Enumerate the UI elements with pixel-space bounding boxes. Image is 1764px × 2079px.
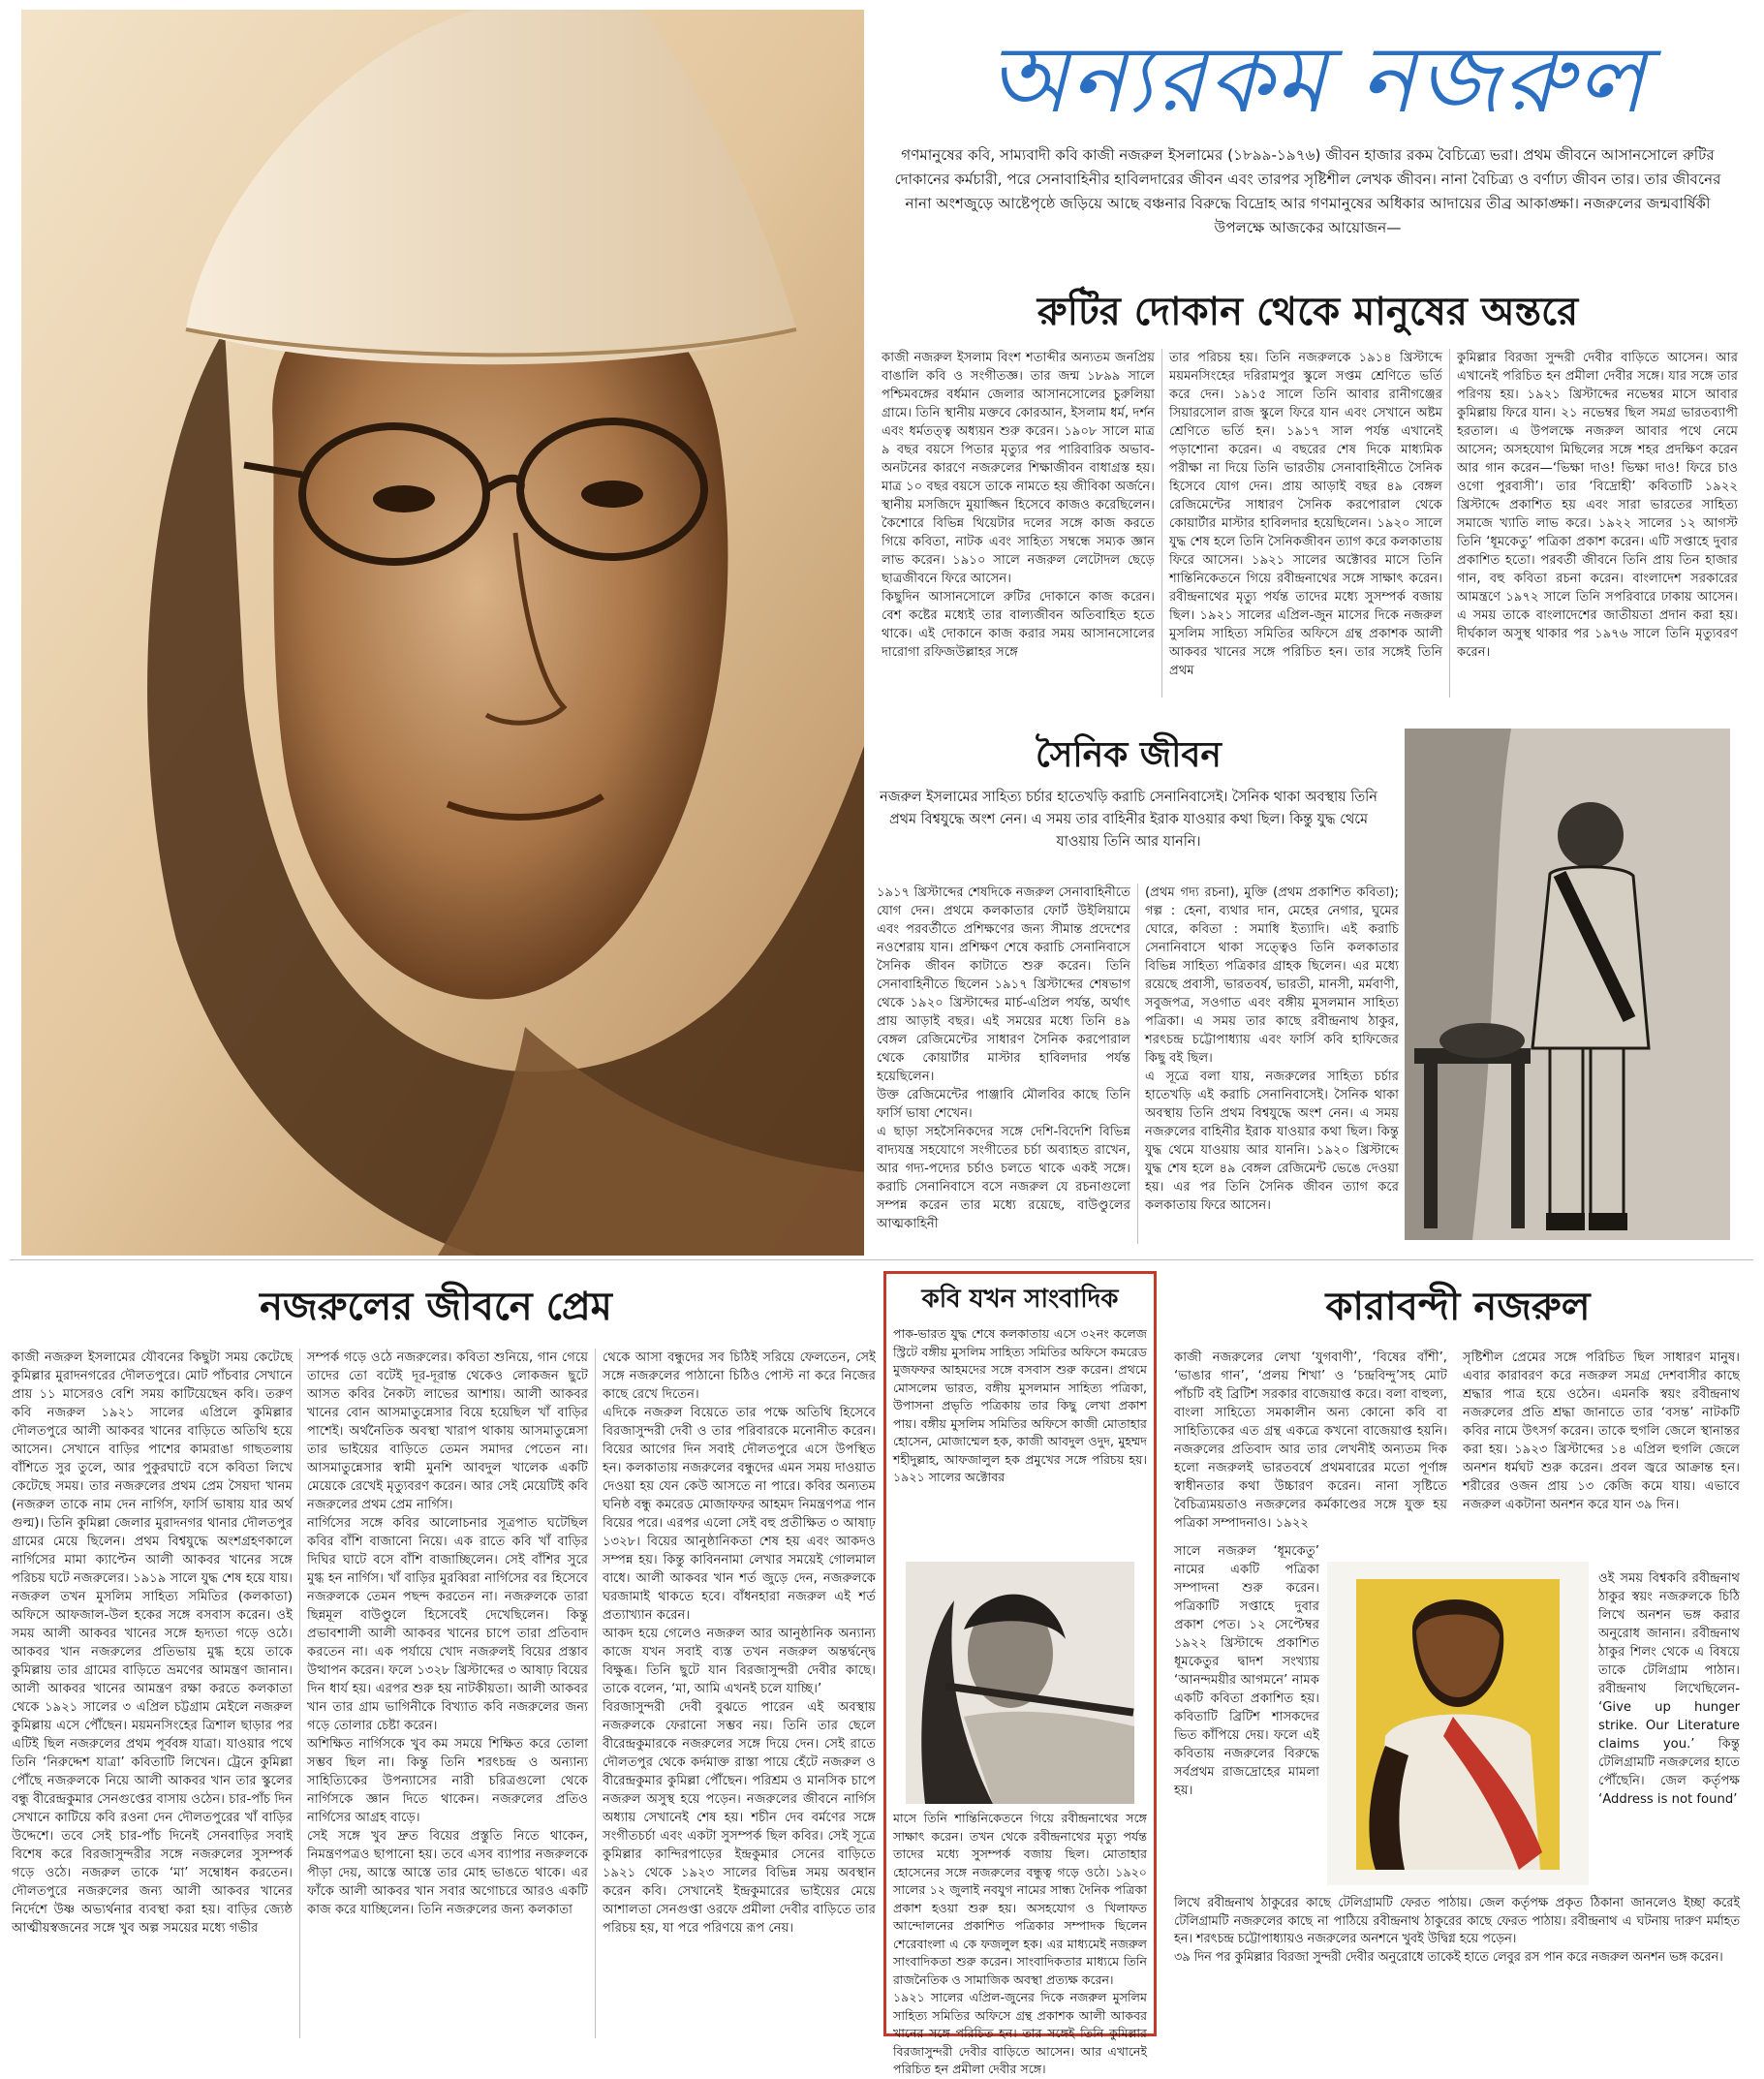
section3-heading: নজরুলের জীবনে প্রেম	[260, 1285, 612, 1329]
section1-col1: কাজী নজরুল ইসলাম বিংশ শতাব্দীর অন্যতম জনপ্রিয় বাঙালি কবি ও সংগীতজ্ঞ। তার জন্ম ১৮৯৯ সালে পশ্চিমবঙ্গের বর্ধমান জেলার আসানসোলের চুরুলিয়া গ্রামে। তিনি স্থানীয় মক্তবে কোরআন, ইসলাম ধর্ম, দর্শন এবং ধর্মতত্ত্ব অধ্যয়ন শুরু করেন। ১৯০৮ সালে মাত্র ৯ বছর বয়সে পিতার মৃত্যুর পর পারিবারিক অভাব-অনটনের কারণে নজরুলের শিক্ষাজীবন বাধাগ্রস্ত হয়। মাত্র ১০ বছর বয়সে তাকে নামতে হয় জীবিকা অর্জনে। স্থানীয় মসজিদে মুয়াজ্জিন হিসেবে কাজও করেছিলেন। কৈশোরে বিভিন্ন থিয়েটার দলের সঙ্গে কাজ করতে গিয়ে কবিতা, নাটক এবং সাহিত্য সম্বন্ধে সম্যক জ্ঞান লাভ করেন। ১৯১০ সালে নজরুল লেটোদল ছেড়ে ছাত্রজীবনে ফিরে আসেন। কিছুদিন আসানসোলে রুটির দোকানে কাজ করেন। বেশ কষ্টের মধ্যেই তার বাল্যজীবন অতিবাহিত হতে থাকে। এই দোকানে কাজ করার সময় আসানসোলের দারোগা রফিজউল্লাহর সঙ্গে	[882, 351, 1155, 660]
section4-bottom: মাসে তিনি শান্তিনিকেতনে গিয়ে রবীন্দ্রনাথের সঙ্গে সাক্ষাৎ করেন। তখন থেকে রবীন্দ্রনাথের মৃত্যু পর্যন্ত তাদের মধ্যে সুসম্পর্ক বজায় ছিল। মোতাহার হোসেনের সঙ্গে নজরুলের বন্ধুত্ব গড়ে ওঠে। ১৯২০ সালের ১২ জুলাই নবযুগ নামের সান্ধ্য দৈনিক পত্রিকা প্রকাশ হওয়া শুরু হয়। অসহযোগ ও খিলাফত আন্দোলনের প্রকাশিত পত্রিকার সম্পাদক ছিলেন শেরেবাংলা এ কে ফজলুল হক। এর মাধ্যমেই নজরুল সাংবাদিকতা শুরু করেন। সাংবাদিকতার মাধ্যমে তিনি রাজনৈতিক ও সামাজিক অবস্থা প্রত্যক্ষ করেন। ১৯২১ সালের এপ্রিল-জুনের দিকে নজরুল মুসলিম সাহিত্য সমিতির অফিসে গ্রন্থ প্রকাশক আলী আকবর খানের সঙ্গে পরিচিত হন। তার সঙ্গেই তিনি কুমিল্লার বিরজাসুন্দরী দেবীর বাড়িতে আসেন। আর এখানেই পরিচিত হন প্রমীলা দেবীর সঙ্গে।	[893, 1811, 1147, 2076]
section5-col1-top: কাজী নজরুলের লেখা ‘যুগবাণী’, ‘বিষের বাঁশী’, ‘ভাঙার গান’, ‘প্রলয় শিখা’ ও ‘চন্দ্রবিন্দু’সহ মোট পাঁচটি বই ব্রিটিশ সরকার বাজেয়াপ্ত করে। বলা বাহুল্য, বাংলা সাহিত্যে সমকালীন অন্য কোনো কবি বা সাহিত্যিকের এত গ্রন্থ একত্রে কখনো বাজেয়াপ্ত হয়নি। নজরুলের প্রতিবাদ আর তার লেখনীই অন্যতম দিক হলো নজরুলই ভারতবর্ষে প্রথমবারের মতো পূর্ণাঙ্গ স্বাধীনতার কথা উচ্চারণ করেন। নানা সৃষ্টিতে বৈচিত্র্যময়তাও নজরুলের কর্মকাণ্ডের সঙ্গে যুক্ত হয় পত্রিকা সম্পাদনাও। ১৯২২	[1174, 1350, 1447, 1531]
divider	[1137, 884, 1138, 1244]
portrait-photo	[21, 10, 864, 1256]
soldier-photo	[1405, 729, 1730, 1240]
intro-paragraph: গণমানুষের কবি, সাম্যবাদী কবি কাজী নজরুল ইসলামের (১৮৯৯-১৯৭৬) জীবন হাজার রকম বৈচিত্র্যে ভরা। প্রথম জীবনে আসানসোলে রুটির দোকানের কর্মচারী, পরে সেনাবাহিনীর হাবিলদারের জীবন এবং তারপর সৃষ্টিশীল লেখক জীবন। নানা বৈচিত্র্য ও বর্ণাঢ্য জীবন তার। তার জীবনের নানা অংশজুড়ে আষ্টেপৃষ্ঠে জড়িয়ে আছে বঞ্চনার বিরুদ্ধে বিদ্রোহ আর গণমানুষের অধিকার আদায়ের তীব্র আকাঙ্ক্ষা। নজরুলের জন্মবার্ষিকী উপলক্ষে আজকের আয়োজন—	[894, 146, 1721, 236]
divider	[299, 1349, 300, 2038]
section5-col1-mid: সালে নজরুল ‘ধূমকেতু’ নামের একটি পত্রিকা সম্পাদনা শুরু করেন। পত্রিকাটি সপ্তাহে দুবার প্রকাশ পেত। ১২ সেপ্টেম্বর ১৯২২ খ্রিস্টাব্দে প্রকাশিত ধূমকেতুর দ্বাদশ সংখ্যায় ‘আনন্দময়ীর আগমনে’ নামক একটি কবিতা প্রকাশিত হয়। কবিতাটি ব্রিটিশ শাসকদের ভিত কাঁপিয়ে দেয়। ফলে এই কবিতায় নজরুলের বিরুদ্ধে সর্বপ্রথম রাজদ্রোহের মামলা হয়।	[1174, 1544, 1319, 1798]
section1-col3: কুমিল্লার বিরজা সুন্দরী দেবীর বাড়িতে আসেন। আর এখানেই পরিচিত হন প্রমীলা দেবীর সঙ্গে। যার সঙ্গে তার পরিণয় হয়। ১৯২১ খ্রিস্টাব্দের নভেম্বর মাসে আবার কুমিল্লায় ফিরে যান। ২১ নভেম্বর ছিল সমগ্র ভারতব্যাপী হরতাল। এ উপলক্ষে নজরুল আবার পথে নেমে আসেন; অসহযোগ মিছিলের সঙ্গে শহর প্রদক্ষিণ করেন আর গান করেন—‘ভিক্ষা দাও! ভিক্ষা দাও! ফিরে চাও ওগো পুরবাসী’। তার ‘বিদ্রোহী’ কবিতাটি ১৯২২ খ্রিস্টাব্দে প্রকাশিত হয় এবং সারা ভারতের সাহিত্য সমাজে খ্যাতি লাভ করে। ১৯২২ সালের ১২ আগস্ট তিনি ‘ধূমকেতু’ পত্রিকা প্রকাশ করেন। এটি সপ্তাহে দুবার প্রকাশিত হতো। পরবর্তী জীবনে তিনি প্রায় তিন হাজার গান, বহু কবিতা রচনা করেন। বাংলাদেশ সরকারের আমন্ত্রণে ১৯৭২ সালে তিনি সপরিবারে ঢাকায় আসেন। এ সময় তাকে বাংলাদেশের জাতীয়তা প্রদান করা হয়। দীর্ঘকাল অসুস্থ থাকার পর ১৯৭৬ সালে তিনি মৃত্যুবরণ করেন।	[1457, 351, 1738, 660]
section2-col1: ১৯১৭ খ্রিস্টাব্দের শেষদিকে নজরুল সেনাবাহিনীতে যোগ দেন। প্রথমে কলকাতার ফোর্ট উইলিয়ামে এবং পরবর্তীতে প্রশিক্ষণের জন্য সীমান্ত প্রদেশের নওশেরায় যান। প্রশিক্ষণ শেষে করাচি সেনানিবাসে সৈনিক জীবন কাটাতে শুরু করেন। তিনি সেনাবাহিনীতে ছিলেন ১৯১৭ খ্রিস্টাব্দের শেষভাগ থেকে ১৯২০ খ্রিস্টাব্দের মার্চ-এপ্রিল পর্যন্ত, অর্থাৎ প্রায় আড়াই বছর। এই সময়ের মধ্যে তিনি ৪৯ বেঙ্গল রেজিমেন্টের সাধারণ সৈনিক করপোরাল থেকে কোয়ার্টার মাস্টার হাবিলদার পর্যন্ত হয়েছিলেন। উক্ত রেজিমেন্টের পাঞ্জাবি মৌলবির কাছে তিনি ফার্সি ভাষা শেখেন। এ ছাড়া সহসৈনিকদের সঙ্গে দেশি-বিদেশি বিভিন্ন বাদ্যযন্ত্র সহযোগে সংগীতের চর্চা অব্যাহত রাখেন, আর গদ্য-পদ্যের চর্চাও চলতে থাকে একই সঙ্গে। করাচি সেনানিবাসে বসে নজরুল যে রচনাগুলো সম্পন্ন করেন তার মধ্যে রয়েছে, বাউণ্ডুলের আত্মকাহিনী	[877, 885, 1130, 1231]
portrait-illustration	[21, 10, 864, 1256]
divider	[1449, 349, 1450, 698]
divider	[10, 1259, 1753, 1260]
divider	[1161, 349, 1162, 698]
section2-col2: (প্রথম গদ্য রচনা), মুক্তি (প্রথম প্রকাশিত কবিতা); গল্প : হেনা, ব্যথার দান, মেহের নেগার, ঘুমের ঘোরে, কবিতা : সমাধি ইত্যাদি। এই করাচি সেনানিবাসে থাকা সত্ত্বেও তিনি কলকাতার বিভিন্ন সাহিত্য পত্রিকার গ্রাহক ছিলেন। এর মধ্যে রয়েছে প্রবাসী, ভারতবর্ষ, ভারতী, মানসী, মর্মবাণী, সবুজপত্র, সওগাত এবং বঙ্গীয় মুসলমান সাহিত্য পত্রিকা। এ সময় তার কাছে রবীন্দ্রনাথ ঠাকুর, শরৎচন্দ্র চট্টোপাধ্যায় এবং ফার্সি কবি হাফিজের কিছু বই ছিল। এ সূত্রে বলা যায়, নজরুলের সাহিত্য চর্চার হাতেখড়ি এই করাচি সেনানিবাসেই। সৈনিক থাকা অবস্থায় তিনি প্রথম বিশ্বযুদ্ধে অংশ নেন। এ সময় নজরুলের বাহিনীর ইরাক যাওয়ার কথা ছিল। কিন্তু যুদ্ধ থেমে যাওয়ায় আর যাননি। ১৯২০ খ্রিস্টাব্দে যুদ্ধ শেষ হলে ৪৯ বেঙ্গল রেজিমেন্ট ভেঙে দেওয়া হয়। এর পর তিনি সৈনিক জীবন ত্যাগ করে কলকাতায় ফিরে আসেন।	[1145, 885, 1399, 1213]
section3-col3: থেকে আসা বন্ধুদের সব চিঠিই সরিয়ে ফেলতেন, সেই সঙ্গে নজরুলের পাঠানো চিঠিও পোস্ট না করে নিজের কাছে রেখে দিতেন। এদিকে নজরুল বিয়েতে তার পক্ষে অতিথি হিসেবে বিরজাসুন্দরী দেবী ও তার পরিবারকে মনোনীত করেন। বিয়ের আগের দিন সবাই দৌলতপুরে এসে উপস্থিত হন। কলকাতায় নজরুলের বন্ধুদের এমন সময় দাওয়াত দেওয়া হয় যেন কেউ আসতে না পারে। কবির অন্যতম ঘনিষ্ঠ বন্ধু কমরেড মোজাফফর আহমদ নিমন্ত্রণপত্র পান বিয়ের পরে। এরপর এলো সেই বহু প্রতীক্ষিত ৩ আষাঢ় ১৩২৮। বিয়ের আনুষ্ঠানিকতা শেষ হয় এবং আকদও সম্পন্ন হয়। কিন্তু কাবিননামা লেখার সময়েই গোলমাল বাধে। আলী আকবর খান শর্ত জুড়ে দেন, নজরুলকে ঘরজামাই থাকতে হবে। বাঁধনহারা নজরুল এই শর্ত প্রত্যাখ্যান করেন। আকদ হয়ে গেলেও নজরুল আর আনুষ্ঠানিক অন্যান্য কাজে যখন সবাই ব্যস্ত তখন নজরুল অন্তর্দ্বন্দ্বে বিক্ষুব্ধ। তিনি ছুটে যান বিরজাসুন্দরী দেবীর কাছে। তাকে বলেন, ‘মা, আমি এখনই চলে যাচ্ছি।’ বিরজাসুন্দরী দেবী বুঝতে পারেন এই অবস্থায় নজরুলকে ফেরানো সম্ভব নয়। তিনি তার ছেলে বীরেন্দ্রকুমারকে নজরুলের সঙ্গে দিয়ে দেন। সেই রাতে দৌলতপুর থেকে কর্দমাক্ত রাস্তা পায়ে হেঁটে নজরুল ও বীরেন্দ্রকুমার কুমিল্লা পৌঁছেন। পরিশ্রম ও মানসিক চাপে নজরুল অসুস্থ হয়ে পড়েন। নজরুলের জীবনে নার্গিস অধ্যায় সেখানেই শেষ হয়। শচীন দেব বর্মণের সঙ্গে সংগীতচর্চা এবং একটা সুসম্পর্ক ছিল কবির। সেই সূত্রে কুমিল্লার কান্দিরপাড়ের ইন্দ্রকুমার সেনের বাড়িতে ১৯২১ থেকে ১৯২৩ সালের বিভিন্ন সময় অবস্থান করেন কবি। সেখানেই ইন্দ্রকুমারের ভাইয়ের মেয়ে আশালতা সেনগুপ্তা ওরফে প্রমীলা দেবীর বাড়িতে তার পরিচয় হয়, যা পরে পরিণয়ে রূপ নেয়।	[603, 1350, 876, 1936]
section3-col2: সম্পর্ক গড়ে ওঠে নজরুলের। কবিতা শুনিয়ে, গান গেয়ে তাদের তো বটেই দূর-দূরান্ত থেকেও লোকজন ছুটে আসত কবির নৈকট্য লাভের আশায়। আলী আকবর খানের বোন আসমাতুন্নেসার বিয়ে হয়েছিল খাঁ বাড়ির পাশেই। অর্থনৈতিক অবস্থা খারাপ থাকায় আসমাতুন্নেসা তার ভাইয়ের বাড়িতে তেমন সমাদর পেতেন না। আসমাতুন্নেসার স্বামী মুনশি আবদুল খালেক একটি মেয়েকে রেখেই মৃত্যুবরণ করেন। আর সেই মেয়েটিই কবি নজরুলের প্রথম প্রেম নার্গিস। নার্গিসের সঙ্গে কবির আলোচনার সূত্রপাত ঘটেছিল কবির বাঁশি বাজানো নিয়ে। এক রাতে কবি খাঁ বাড়ির দিঘির ঘাটে বসে বাঁশি বাজাচ্ছিলেন। সেই বাঁশির সুরে মুগ্ধ হন নার্গিস। খাঁ বাড়ির মুরব্বিরা নার্গিসের বর হিসেবে নজরুলকে তেমন পছন্দ করতেন না। নজরুলকে তারা ছিন্নমূল বাউণ্ডুলে হিসেবেই দেখেছিলেন। কিন্তু প্রভাবশালী আলী আকবর খানের চাপে তারা প্রতিবাদ করতেন না। এক পর্যায়ে খোদ নজরুলই বিয়ের প্রস্তাব উত্থাপন করেন। ফলে ১৩২৮ খ্রিস্টাব্দের ৩ আষাঢ় বিয়ের দিন ধার্য হয়। এরপর শুরু হয় নাটকীয়তা। আলী আকবর খান তার গ্রাম ভাগিনীকে বিখ্যাত কবি নজরুলের জন্য গড়ে তোলার চেষ্টা করেন। অশিক্ষিত নার্গিসকে খুব কম সময়ে শিক্ষিত করে তোলা সম্ভব ছিল না। কিন্তু তিনি শরৎচন্দ্র ও অন্যান্য সাহিত্যিকের উপন্যাসের নারী চরিত্রগুলো থেকে নার্গিসকে জ্ঞান দিতে থাকেন। নজরুলের প্রতিও নার্গিসের আগ্রহ বাড়ে। সেই সঙ্গে খুব দ্রুত বিয়ের প্রস্তুতি নিতে থাকেন, নিমন্ত্রণপত্রও ছাপানো হয়। তবে এসব ব্যাপার নজরুলকে পীড়া দেয়, আস্তে আস্তে তার মোহ ভাঙতে থাকে। এর ফাঁকে আলী আকবর খান সবার অগোচরে আরও একটি কাজ করে যাচ্ছিলেন। তিনি নজরুলের জন্য কলকাতা	[307, 1350, 588, 1917]
section1-col2: তার পরিচয় হয়। তিনি নজরুলকে ১৯১৪ খ্রিস্টাব্দে ময়মনসিংহের দরিরামপুর স্কুলে সপ্তম শ্রেণিতে ভর্তি করে দেন। ১৯১৫ সালে তিনি আবার রানীগঞ্জের সিয়ারসোল রাজ স্কুলে ফিরে যান এবং সেখানে অষ্টম শ্রেণিতে ভর্তি হন। ১৯১৭ সাল পর্যন্ত এখানেই পড়াশোনা করেন। এ বছরের শেষ দিকে মাধ্যমিক পরীক্ষা না দিয়ে তিনি ভারতীয় সেনাবাহিনীতে সৈনিক হিসেবে যোগ দেন। প্রায় আড়াই বছর ৪৯ বেঙ্গল রেজিমেন্টের সাধারণ সৈনিক করপোরাল থেকে কোয়ার্টার মাস্টার হাবিলদার হয়েছিলেন। ১৯২০ সালে যুদ্ধ শেষ হলে তিনি সৈনিকজীবন ত্যাগ করে কলকাতায় ফিরে আসেন। ১৯২১ সালের অক্টোবর মাসে তিনি শান্তিনিকেতনে গিয়ে রবীন্দ্রনাথের সঙ্গে সাক্ষাৎ করেন। রবীন্দ্রনাথের মৃত্যু পর্যন্ত তাদের মধ্যে সুসম্পর্ক বজায় ছিল। ১৯২১ সালের এপ্রিল-জুন মাসের দিকে নজরুল মুসলিম সাহিত্য সমিতির অফিসে গ্রন্থ প্রকাশক আলী আকবর খানের সঙ্গে পরিচিত হন। তার সঙ্গেই তিনি প্রথম	[1169, 351, 1442, 678]
section2-lead: নজরুল ইসলামের সাহিত্য চর্চার হাতেখড়ি করাচি সেনানিবাসেই। সৈনিক থাকা অবস্থায় তিনি প্রথম বিশ্বযুদ্ধে অংশ নেন। এ সময় তার বাহিনীর ইরাক যাওয়ার কথা ছিল। কিন্তু যুদ্ধ থেমে যাওয়ায় তিনি আর যাননি।	[880, 790, 1377, 850]
divider	[595, 1349, 596, 2038]
masthead-title: অন্যরকম নজরুল	[987, 25, 1648, 134]
section3-col1: কাজী নজরুল ইসলামের যৌবনের কিছুটা সময় কেটেছে কুমিল্লার মুরাদনগরের দৌলতপুরে। মোট পাঁচবার সেখানে প্রায় ১১ মাসেরও বেশি সময় কাটিয়েছেন কবি। তরুণ কবি নজরুল ১৯২১ সালের এপ্রিলে কুমিল্লার দৌলতপুরে আলী আকবর খানের বাড়িতে অতিথি হয়ে আসেন। সেখানে বাড়ির পাশের কামরাঙা গাছতলায় বাঁশিতে সুর তুলে, আর পুকুরঘাটে বসে কবিতা লিখে কেটেছে সময়। তার নজরুলের প্রথম প্রেম সৈয়দা খানম (নজরুল তাকে নাম দেন নার্গিস, ফার্সি ভাষায় যার অর্থ গুল্ম)। তিনি কুমিল্লা জেলার মুরাদনগর থানার দৌলতপুর গ্রামের মেয়ে ছিলেন। প্রথম বিশ্বযুদ্ধে অংশগ্রহণকালে নার্গিসের মামা ক্যাপ্টেন আলী আকবর খানের সঙ্গে পরিচয় ঘটে নজরুলের। ১৯১৯ সালে যুদ্ধ শেষ হয়ে যায়। নজরুল তখন মুসলিম সাহিত্য সমিতির (কলকাতা) অফিসে আফজাল-উল হকের সঙ্গে বসবাস করেন। ওই সময় আলী আকবর খানের সঙ্গে হৃদ্যতা গড়ে ওঠে। আকবর খান নজরুলের প্রতিভায় মুগ্ধ হয়ে তাকে কুমিল্লায় তার গ্রামের বাড়িতে ভ্রমণের আমন্ত্রণ জানান। আলী আকবর খানের আমন্ত্রণ রক্ষা করতে কলকাতা থেকে ১৯২১ সালের ৩ এপ্রিল চট্টগ্রাম মেইলে নজরুল কুমিল্লায় এসে পৌঁছেন। ময়মনসিংহের ত্রিশাল ছাড়ার পর এটিই ছিল নজরুলের প্রথম পূর্ববঙ্গ যাত্রা। যাওয়ার পথে তিনি ‘নিরুদ্দেশ যাত্রা’ কবিতাটি লিখেন। ট্রেনে কুমিল্লা পৌঁছে নজরুলকে নিয়ে আলী আকবর খান তার স্কুলের বন্ধু বীরেন্দ্রকুমার সেনগুপ্তের বাসায় ওঠেন। চার-পাঁচ দিন সেখানে কাটিয়ে কবি রওনা দেন দৌলতপুরের খাঁ বাড়ির উদ্দেশে। তবে সেই চার-পাঁচ দিনেই সেনবাড়ির সবাই বিশেষ করে বিরজাসুন্দরীর সঙ্গে নজরুলের সুসম্পর্ক গড়ে ওঠে। নজরুল তাকে ‘মা’ সম্বোধন করতেন। দৌলতপুরে নজরুলের জন্য আলী আকবর খানের নির্দেশে উষ্ণ অভ্যর্থনার ব্যবস্থা করা হয়। বাড়ির জ্যেষ্ঠ আত্মীয়স্বজনের সঙ্গে খুব অল্প সময়ের মধ্যে গভীর	[12, 1350, 293, 1936]
section2-heading: সৈনিক জীবন	[1036, 735, 1222, 775]
section5-heading: কারাবন্দী নজরুল	[1325, 1285, 1591, 1329]
section5-col2-top: সৃষ্টিশীল প্রেমের সঙ্গে পরিচিত ছিল সাধারণ মানুষ। এবার কারাবরণ করে নজরুল সমগ্র দেশবাসীর কাছে শ্রদ্ধার পাত্র হয়ে ওঠেন। এমনকি স্বয়ং রবীন্দ্রনাথ নজরুলের প্রতি শ্রদ্ধা জানাতে তার ‘বসন্ত’ নাটকটি কবির নামে উৎসর্গ করেন। তাকে হুগলি জেলে স্থানান্তর করা হয়। ১৯২৩ খ্রিস্টাব্দের ১৪ এপ্রিল হুগলি জেলে অনশন ধর্মঘট শুরু করেন। প্রবল জ্বরে আক্রান্ত হন। শরীরের ওজন প্রায় ১৩ কেজি কমে যায়। এভাবে নজরুল একটানা অনশন করে যান ৩৯ দিন।	[1463, 1350, 1740, 1512]
prison-portrait-photo	[1327, 1562, 1589, 1885]
section5-bottom-wide: লিখে রবীন্দ্রনাথ ঠাকুরের কাছে টেলিগ্রামটি ফেরত পাঠায়। জেল কর্তৃপক্ষ প্রকৃত ঠিকানা জানলেও ইচ্ছা করেই টেলিগ্রামটি নজরুলের কাছে না পাঠিয়ে রবীন্দ্রনাথ ঠাকুরের কাছে ফেরত পাঠায়। রবীন্দ্রনাথ এ ঘটনায় দারুণ মর্মাহত হন। শরৎচন্দ্র চট্টোপাধ্যায়ও নজরুলের অনশনে খুবই উদ্বিগ্ন হয়ে পড়েন। ৩৯ দিন পর কুমিল্লার বিরজা সুন্দরী দেবীর অনুরোধে তাকেই হাতে লেবুর রস পান করে নজরুল অনশন ভঙ্গ করেন।	[1174, 1896, 1740, 1965]
section4-heading: কবি যখন সাংবাদিক	[921, 1285, 1119, 1314]
section4-top: পাক-ভারত যুদ্ধ শেষে কলকাতায় এসে ৩২নং কলেজ স্ট্রিটে বঙ্গীয় মুসলিম সাহিত্য সমিতির অফিসে কমরেড মুজফফর আহমদের সঙ্গে বসবাস শুরু করেন। প্রথমে মোসলেম ভারত, বঙ্গীয় মুসলমান সাহিত্য পত্রিকা, উপাসনা প্রভৃতি পত্রিকায় তার কিছু লেখা প্রকাশ পায়। বঙ্গীয় মুসলিম সমিতির অফিসে কাজী মোতাহার হোসেন, মোজাম্মেল হক, কাজী আবদুল ওদুদ, মুহম্মদ শহীদুল্লাহ, আফজালুল হক প্রমুখের সঙ্গে পরিচয় হয়। ১৯২১ সালের অক্টোবর	[893, 1326, 1147, 1484]
section1-heading: রুটির দোকান থেকে মানুষের অন্তরে	[1037, 290, 1579, 334]
flute-photo	[906, 1562, 1134, 1804]
section5-col2-mid: ওই সময় বিশ্বকবি রবীন্দ্রনাথ ঠাকুর স্বয়ং নজরুলকে চিঠি লিখে অনশন ভঙ্গ করার অনুরোধ জানান। রবীন্দ্রনাথ ঠাকুর শিলং থেকে এ বিষয়ে তাকে টেলিগ্রাম পাঠান। রবীন্দ্রনাথ লিখেছিলেন- ‘Give up hunger strike. Our Literature claims you.’ কিন্তু টেলিগ্রামটি নজরুলের হাতে পৌঁছেনি। জেল কর্তৃপক্ষ ‘Address is not found’	[1598, 1571, 1740, 1807]
